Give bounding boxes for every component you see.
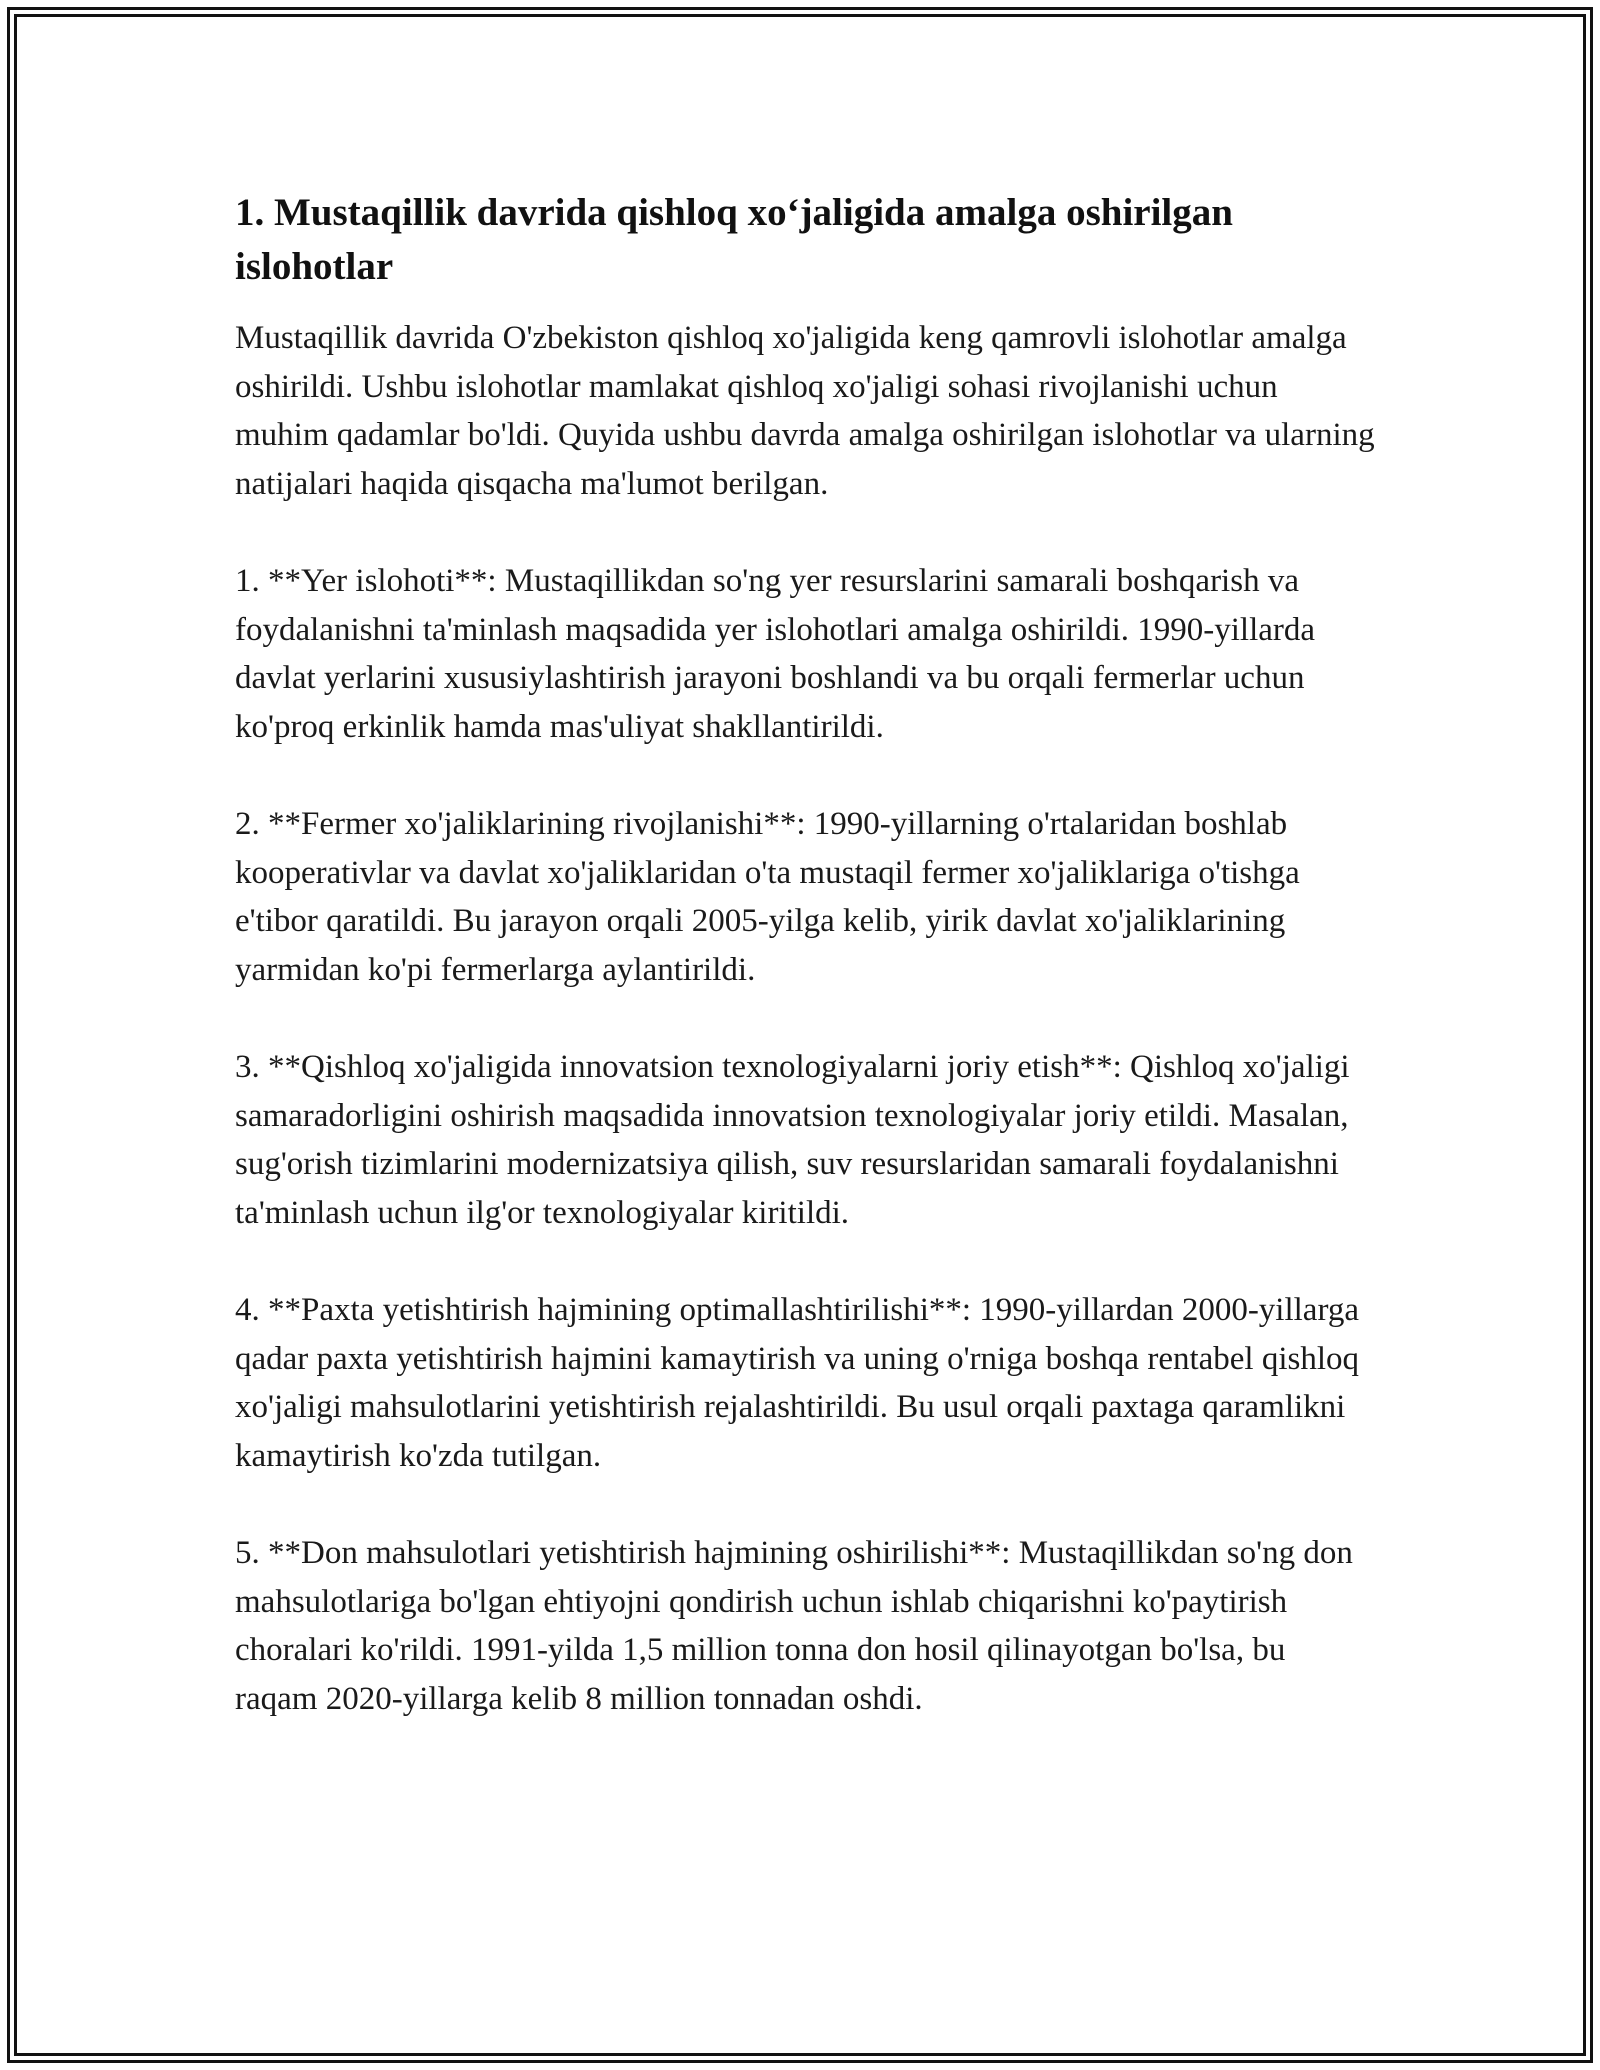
intro-paragraph: Mustaqillik davrida O'zbekiston qishloq xo'jaligida keng qamrovli islohotlar amalga oshirildi. Ushbu islohotlar mamlakat qishloq xo'jaligi sohasi rivojlanishi uchun muhim qadamlar bo'ldi. Quyida ushbu davrda amalga oshirilgan islohotlar va ularning natijalari haqida qisqacha ma'lumot berilgan. (235, 320, 1375, 502)
list-item-innovatsion-texnologiyalar: 3. **Qishloq xo'jaligida innovatsion texnologiyalarni joriy etish**: Qishloq xo'jaligi samaradorligini oshirish maqsadida innovatsion texnologiyalar joriy etildi. Masalan, sug'orish tizimlarini modernizatsiya qilish, suv resurslaridan samarali foydalanishni ta'minlash uchun ilg'or texnologiyalar kiritildi. (235, 1049, 1350, 1231)
list-item-paxta-yetishtirish: 4. **Paxta yetishtirish hajmining optimallashtirilishi**: 1990-yillardan 2000-yillarga qadar paxta yetishtirish hajmini kamaytirish va uning o'rniga boshqa rentabel qishloq xo'jaligi mahsulotlarini yetishtirish rejalashtirildi. Bu usul orqali paxtaga qaramlikni kamaytirish ko'zda tutilgan. (235, 1292, 1360, 1474)
list-item-fermer-xojaliklari: 2. **Fermer xo'jaliklarining rivojlanishi**: 1990-yillarning o'rtalaridan boshlab kooperativlar va davlat xo'jaliklaridan o'ta mustaqil fermer xo'jaliklariga o'tishga e'tibor qaratildi. Bu jarayon orqali 2005-yilga kelib, yirik davlat xo'jaliklarining yarmidan ko'pi fermerlarga aylantirildi. (235, 806, 1300, 988)
list-item-don-mahsulotlari: 5. **Don mahsulotlari yetishtirish hajmining oshirilishi**: Mustaqillikdan so'ng don mahsulotlariga bo'lgan ehtiyojni qondirish uchun ishlab chiqarishni ko'paytirish choralari ko'rildi. 1991-yilda 1,5 million tonna don hosil qilinayotgan bo'lsa, bu raqam 2020-yillarga kelib 8 million tonnadan oshdi. (235, 1535, 1353, 1717)
section-heading: 1. Mustaqillik davrida qishloq xo‘jaligida amalga oshirilgan islohotlar (235, 191, 1233, 288)
list-item-yer-islohoti: 1. **Yer islohoti**: Mustaqillikdan so'ng yer resurslarini samarali boshqarish va foydalanishni ta'minlash maqsadida yer islohotlari amalga oshirildi. 1990-yillarda davlat yerlarini xususiylashtirish jarayoni boshlandi va bu orqali fermerlar uchun ko'proq erkinlik hamda mas'uliyat shakllantirildi. (235, 563, 1316, 745)
document-body (235, 186, 1375, 1772)
